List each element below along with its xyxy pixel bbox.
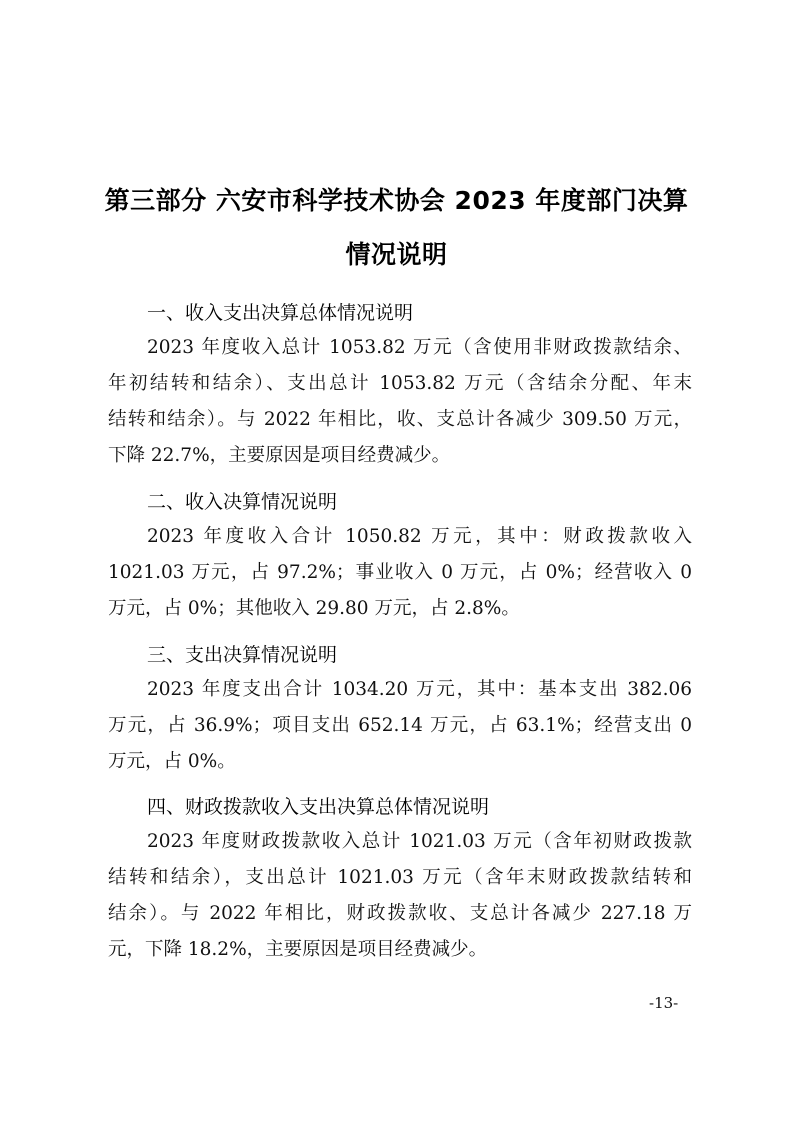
paragraph-line: 结余）。与 2022 年相比，财政拨款收、支总计各减少 227.18 万: [108, 903, 692, 924]
paragraph-line: 结转和结余），支出总计 1021.03 万元（含年末财政拨款结转和: [108, 867, 692, 888]
section-heading-3: 三、支出决算情况说明: [147, 644, 338, 666]
document-title-line-2: 情况说明: [345, 240, 448, 269]
paragraph-line: 下降 22.7%，主要原因是项目经费减少。: [108, 445, 451, 466]
section-paragraph-4: [108, 824, 692, 968]
page-number: -13-: [649, 994, 679, 1012]
section-paragraph-1: [108, 330, 692, 474]
paragraph-line: 年初结转和结余）、支出总计 1053.82 万元（含结余分配、年末: [108, 373, 692, 394]
document-title-line-1: 第三部分 六安市科学技术协会 2023 年度部门决算: [104, 186, 689, 215]
section-heading-1: 一、收入支出决算总体情况说明: [147, 302, 414, 324]
section-heading-4: 四、财政拨款收入支出决算总体情况说明: [147, 796, 490, 818]
paragraph-line: 万元，占 36.9%；项目支出 652.14 万元，占 63.1%；经营支出 0: [108, 715, 692, 736]
paragraph-line: 1021.03 万元，占 97.2%；事业收入 0 万元，占 0%；经营收入 0: [108, 562, 692, 583]
paragraph-line: 2023 年度收入总计 1053.82 万元（含使用非财政拨款结余、: [147, 337, 692, 358]
paragraph-line: 万元，占 0%。: [108, 751, 236, 772]
section-paragraph-2: [108, 519, 692, 627]
paragraph-line: 2023 年度财政拨款收入总计 1021.03 万元（含年初财政拨款: [147, 831, 692, 852]
paragraph-line: 结转和结余）。与 2022 年相比，收、支总计各减少 309.50 万元，: [108, 409, 692, 430]
paragraph-line: 万元，占 0%；其他收入 29.80 万元，占 2.8%。: [108, 598, 520, 619]
paragraph-line: 元，下降 18.2%，主要原因是项目经费减少。: [108, 939, 488, 960]
paragraph-line: 2023 年度收入合计 1050.82 万元，其中：财政拨款收入: [147, 526, 692, 547]
paragraph-line: 2023 年度支出合计 1034.20 万元，其中：基本支出 382.06: [147, 679, 692, 700]
section-heading-2: 二、收入决算情况说明: [147, 491, 338, 513]
section-paragraph-3: [108, 672, 692, 780]
